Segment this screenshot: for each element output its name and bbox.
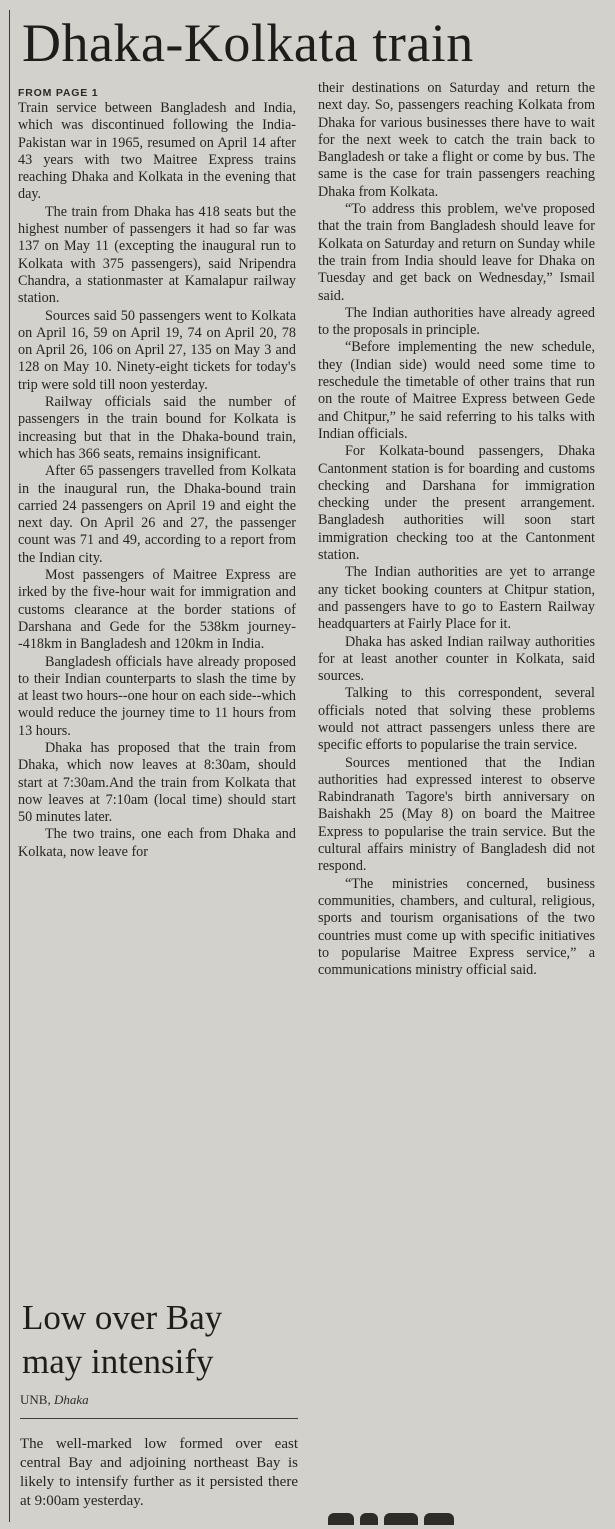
paragraph: Dhaka has proposed that the train from Dhaka, which now leaves at 8:30am, should start at 7:30am.And the train from Kolkata that now leaves at 7:10am (local time) should start 50 minutes later.: [18, 739, 296, 826]
left-column: [18, 86, 296, 861]
byline: [20, 1392, 298, 1419]
paragraph: For Kolkata-bound passengers, Dhaka Cantonment station is for boarding and customs checking and Darshana for immigration checking under the present arrangement. Bangladesh authorities will soon start immigration checking too at the Cantonment station.: [318, 443, 595, 564]
paragraph: “The ministries concerned, business communities, chambers, and cultural, religious, sports and tourism organisations of the two countries must come up with specific initiatives to popularise Maitree Express service,” a communications ministry official said.: [318, 875, 595, 979]
paragraph: The train from Dhaka has 418 seats but the highest number of passengers it had so far was 137 on May 11 (excepting the inaugural run to Kolkata with 375 passengers), said Nripendra Chandra, a stationmaster at Kamalapur railway station.: [18, 203, 296, 307]
cropped-next-headline: [328, 1510, 598, 1522]
column-rule: [9, 10, 10, 1522]
paragraph: “To address this problem, we've proposed that the train from Bangladesh should leave for Kolkata on Saturday and return on Sunday while the train from India should leave for Dhaka on Tuesday and get back on Wednesday,” Ismail said.: [318, 201, 595, 304]
secondary-headline-line2: may intensify: [22, 1342, 214, 1381]
paragraph: Bangladesh officials have already proposed to their Indian counterparts to slash the time by at least two hours--one hour on each side--which would reduce the journey time to 11 hours from 13 hours.: [18, 653, 296, 739]
paragraph: The Indian authorities are yet to arrange any ticket booking counters at Chitpur station, and passengers have to go to Eastern Railway headquarters at Fairly Place for it.: [318, 564, 595, 633]
paragraph: “Before implementing the new schedule, they (Indian side) would need some time to reschedule the timetable of other trains that run on the route of Maitree Express between Gede and Chitpur,” he said referring to his talks with Indian officials.: [318, 339, 595, 442]
paragraph: their destinations on Saturday and return the next day. So, passengers reaching Kolkata from Dhaka for various businesses there have to wait for the next week to catch the train back to Bangladesh or take a flight or come by bus. The same is the case for train passengers reaching Dhaka from Kolkata.: [318, 80, 595, 200]
paragraph: Talking to this correspondent, several officials noted that solving these problems would not attract passengers unless there are specific efforts to popularise the train service.: [318, 685, 595, 754]
paragraph: Most passengers of Maitree Express are irked by the five-hour wait for immigration and customs clearance at the border stations of Darshana and Gede for the 538km journey--418km in Bangladesh and 120km in India.: [18, 567, 296, 653]
byline-agency: UNB,: [20, 1392, 51, 1407]
secondary-lede: The well-marked low formed over east central Bay and adjoining northeast Bay is likely to intensify further as it persisted there at 9:00am yesterday.: [20, 1436, 298, 1509]
secondary-headline-line1: Low over Bay: [22, 1298, 223, 1337]
paragraph: Train service between Bangladesh and India, which was discontinued following the India-Pakistan war in 1965, resumed on April 14 after 43 years with two Maitree Express trains reaching Dhaka and Kolkata in the evening that day.: [18, 100, 296, 203]
paragraph: Sources said 50 passengers went to Kolkata on April 16, 59 on April 19, 74 on April 20, 78 on April 26, 106 on April 27, 135 on May 3 and 128 on May 10. Ninety-eight tickets for today's trip were sold till noon yesterday.: [18, 307, 296, 393]
article-headline: Dhaka-Kolkata train: [22, 13, 474, 73]
paragraph: After 65 passengers travelled from Kolkata in the inaugural run, the Dhaka-bound train carried 24 passengers on April 19 and eight the next day. On April 26 and 27, the passenger count was 71 and 49, according to a report from the Indian city.: [18, 463, 296, 566]
secondary-story: [20, 1296, 298, 1511]
paragraph: The Indian authorities have already agreed to the proposals in principle.: [318, 304, 595, 339]
paragraph: The two trains, one each from Dhaka and Kolkata, now leave for: [18, 826, 296, 860]
byline-place: Dhaka: [53, 1392, 89, 1407]
paragraph: Sources mentioned that the Indian authorities had expressed interest to observe Rabindranath Tagore's birth anniversary on Baishakh 25 (May 8) on board the Maitree Express to popularise the train service. But the cultural affairs ministry of Bangladesh did not respond.: [318, 754, 595, 875]
paragraph: Railway officials said the number of passengers in the train bound for Kolkata is increasing but that in the Dhaka-bound train, which has 366 seats, remains insignificant.: [18, 394, 296, 462]
kicker: FROM PAGE 1: [18, 87, 99, 99]
right-column: [318, 80, 595, 979]
paragraph: Dhaka has asked Indian railway authorities for at least another counter in Kolkata, said sources.: [318, 633, 595, 685]
